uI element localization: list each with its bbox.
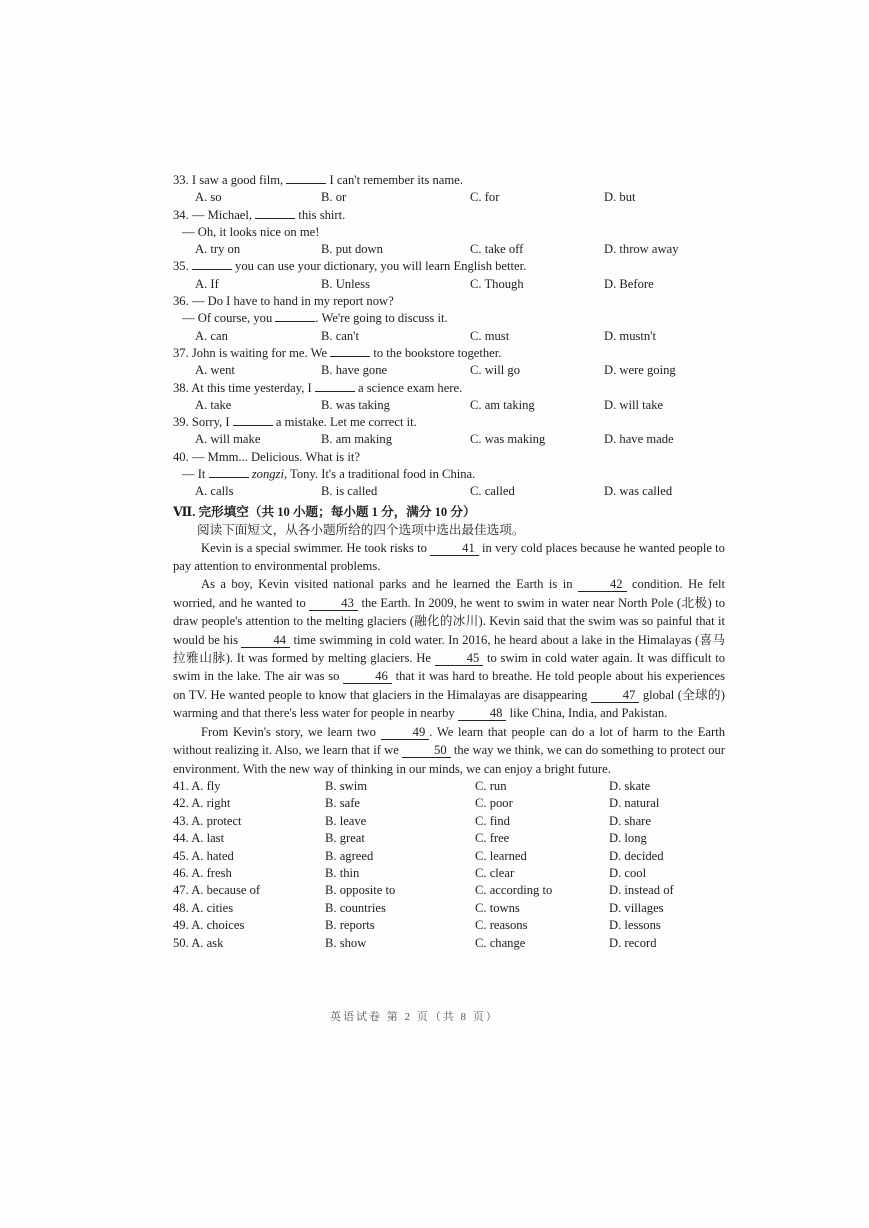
cloze-option-c: C. clear	[475, 865, 515, 880]
option-d: D. but	[604, 190, 636, 205]
question-38	[173, 380, 725, 415]
cloze-option-b: B. agreed	[325, 848, 374, 863]
cloze-option-a: 45. A. hated	[173, 848, 234, 863]
cloze-option-c: C. run	[475, 778, 507, 793]
italic-word: zongzi	[251, 467, 284, 482]
option-c: C. for	[470, 190, 500, 205]
option-c: C. was making	[470, 432, 546, 447]
cloze-option-b: B. great	[325, 831, 365, 846]
option-row	[173, 397, 725, 414]
cloze-option-row	[173, 900, 725, 917]
cloze-option-row	[173, 917, 725, 934]
cloze-option-a: 41. A. fly	[173, 778, 221, 793]
option-b: B. was taking	[321, 397, 390, 412]
option-d: D. have made	[604, 432, 674, 447]
option-d: D. will take	[604, 397, 664, 412]
cloze-option-b: B. swim	[325, 778, 367, 793]
cloze-option-c: C. according to	[475, 883, 553, 898]
blank-48: 48	[458, 707, 507, 721]
option-a: A. went	[195, 363, 235, 378]
question-37	[173, 345, 725, 380]
answer-blank	[330, 345, 370, 357]
cloze-option-a: 47. A. because of	[173, 883, 261, 898]
dialog-line: — It zongzi, Tony. It's a traditional food in China.	[182, 467, 476, 482]
cloze-option-c: C. reasons	[475, 918, 528, 933]
question-stem: 38. At this time yesterday, I a science exam here.	[173, 380, 463, 395]
cloze-option-b: B. opposite to	[325, 883, 396, 898]
answer-blank	[275, 310, 315, 322]
cloze-option-d: D. skate	[609, 778, 651, 793]
cloze-option-d: D. villages	[609, 900, 664, 915]
cloze-option-row	[173, 865, 725, 882]
answer-blank	[233, 414, 273, 426]
cloze-option-c: C. learned	[475, 848, 527, 863]
cloze-option-b: B. thin	[325, 865, 360, 880]
option-a: A. so	[195, 190, 222, 205]
option-row	[173, 189, 725, 206]
answer-blank	[255, 207, 295, 219]
cloze-option-b: B. countries	[325, 900, 386, 915]
option-a: A. If	[195, 276, 219, 291]
blank-42: 42	[578, 578, 627, 592]
question-stem: 33. I saw a good film, I can't remember its name.	[173, 173, 463, 187]
option-c: C. Though	[470, 276, 524, 291]
question-35	[173, 258, 725, 293]
question-36	[173, 293, 725, 345]
question-39	[173, 414, 725, 449]
option-c: C. called	[470, 484, 515, 499]
blank-47: 47	[591, 689, 640, 703]
answer-blank	[209, 466, 249, 478]
blank-44: 44	[241, 634, 290, 648]
blank-46: 46	[343, 670, 392, 684]
option-b: B. have gone	[321, 363, 388, 378]
blank-50: 50	[402, 744, 451, 758]
cloze-option-row	[173, 795, 725, 812]
question-stem: 40. — Mmm... Delicious. What is it?	[173, 449, 360, 464]
option-b: B. Unless	[321, 276, 370, 291]
blank-41: 41	[430, 542, 479, 556]
question-stem: 39. Sorry, I a mistake. Let me correct it.	[173, 415, 417, 430]
cloze-option-row	[173, 778, 725, 795]
cloze-option-row	[173, 848, 725, 865]
question-40	[173, 449, 725, 501]
dialog-line: — Of course, you . We're going to discuss it.	[182, 311, 448, 326]
cloze-option-d: D. cool	[609, 865, 647, 880]
answer-blank	[192, 258, 232, 270]
question-stem: 37. John is waiting for me. We to the bookstore together.	[173, 345, 502, 360]
cloze-option-d: D. instead of	[609, 883, 674, 898]
blank-45: 45	[435, 652, 484, 666]
blank-43: 43	[309, 597, 358, 611]
option-d: D. was called	[604, 484, 673, 499]
question-stem: 35. you can use your dictionary, you will learn English better.	[173, 259, 527, 274]
cloze-option-a: 50. A. ask	[173, 935, 224, 950]
option-a: A. calls	[195, 484, 234, 499]
cloze-option-b: B. show	[325, 935, 367, 950]
option-a: A. can	[195, 328, 228, 343]
option-row	[173, 276, 725, 293]
option-b: B. can't	[321, 328, 359, 343]
cloze-option-d: D. long	[609, 831, 647, 846]
cloze-option-d: D. record	[609, 935, 657, 950]
option-c: C. take off	[470, 242, 524, 257]
cloze-option-a: 48. A. cities	[173, 900, 234, 915]
option-row	[173, 241, 725, 258]
cloze-option-row	[173, 830, 725, 847]
option-b: B. put down	[321, 242, 383, 257]
blank-49: 49	[381, 726, 430, 740]
answer-blank	[286, 172, 326, 184]
cloze-option-b: B. safe	[325, 796, 360, 811]
cloze-option-c: C. change	[475, 935, 526, 950]
option-row	[173, 362, 725, 379]
option-d: D. throw away	[604, 242, 679, 257]
question-stem: 34. — Michael, this shirt.	[173, 207, 346, 222]
passage-paragraph-1: Kevin is a special swimmer. He took risks to 41 in very cold places because he wanted people to pay attention to environmental problems.	[173, 540, 725, 574]
option-c: C. will go	[470, 363, 521, 378]
cloze-option-d: D. lessons	[609, 918, 661, 933]
cloze-option-d: D. decided	[609, 848, 664, 863]
option-d: D. Before	[604, 276, 654, 291]
cloze-option-d: D. natural	[609, 796, 660, 811]
answer-blank	[315, 380, 355, 392]
page-footer: 英语试卷 第 2 页（共 8 页）	[330, 1011, 499, 1023]
cloze-option-a: 42. A. right	[173, 796, 231, 811]
passage-paragraph-2: As a boy, Kevin visited national parks and he learned the Earth is in 42 condition. He felt worried, and he wanted to 43 the Earth. In 2009, he went to swim in water near North Pole (北极) to draw people's attention to the melting glaciers (融化的冰川). Kevin said that the swim was so painful that it would be his 44 time swimming in cold water. In 2016, he heard about a lake in the Himalayas (喜马拉雅山脉). It was formed by melting glaciers. He 45 to swim in cold water again. It was difficult to swim in the lake. The air was so 46 that it was hard to breathe. He told people about his experiences on TV. He wanted people to know that glaciers in the Himalayas are disappearing 47 global (全球的) warming and that there's less water for people in nearby 48 like China, India, and Pakistan.	[173, 577, 726, 721]
option-c: C. must	[470, 328, 510, 343]
option-row	[173, 328, 725, 345]
section-title: Ⅶ. 完形填空（共 10 小题；每小题 1 分，满分 10 分）	[173, 504, 476, 519]
option-a: A. try on	[195, 242, 241, 257]
option-d: D. were going	[604, 363, 676, 378]
cloze-option-row	[173, 882, 725, 899]
cloze-option-a: 46. A. fresh	[173, 865, 232, 880]
passage-paragraph-3: From Kevin's story, we learn two 49 . We learn that people can do a lot of harm to the Earth without realizing it. Also, we learn that if we 50 the way we think, we can do something to protect our environment. With the new way of thinking in our minds, we can enjoy a bright future.	[173, 724, 726, 776]
section-instruction: 阅读下面短文，从各小题所给的四个选项中选出最佳选项。	[197, 522, 525, 537]
option-b: B. or	[321, 190, 347, 205]
question-34	[173, 207, 725, 259]
option-b: B. am making	[321, 432, 393, 447]
dialog-line: — Oh, it looks nice on me!	[182, 224, 320, 239]
option-c: C. am taking	[470, 397, 535, 412]
cloze-option-c: C. find	[475, 813, 510, 828]
cloze-option-c: C. free	[475, 831, 510, 846]
cloze-options-list	[173, 778, 725, 952]
question-stem: 36. — Do I have to hand in my report now?	[173, 294, 394, 309]
cloze-option-a: 49. A. choices	[173, 918, 245, 933]
exam-page	[173, 172, 725, 952]
option-row	[173, 431, 725, 448]
option-d: D. mustn't	[604, 328, 656, 343]
cloze-option-b: B. leave	[325, 813, 367, 828]
option-row	[173, 483, 725, 500]
cloze-option-row	[173, 935, 725, 952]
cloze-option-a: 43. A. protect	[173, 813, 242, 828]
option-b: B. is called	[321, 484, 378, 499]
option-a: A. will make	[195, 432, 261, 447]
cloze-option-a: 44. A. last	[173, 831, 225, 846]
cloze-option-b: B. reports	[325, 918, 375, 933]
cloze-option-c: C. towns	[475, 900, 520, 915]
question-33	[173, 172, 725, 207]
option-a: A. take	[195, 397, 232, 412]
cloze-option-c: C. poor	[475, 796, 513, 811]
cloze-option-row	[173, 813, 725, 830]
cloze-option-d: D. share	[609, 813, 651, 828]
